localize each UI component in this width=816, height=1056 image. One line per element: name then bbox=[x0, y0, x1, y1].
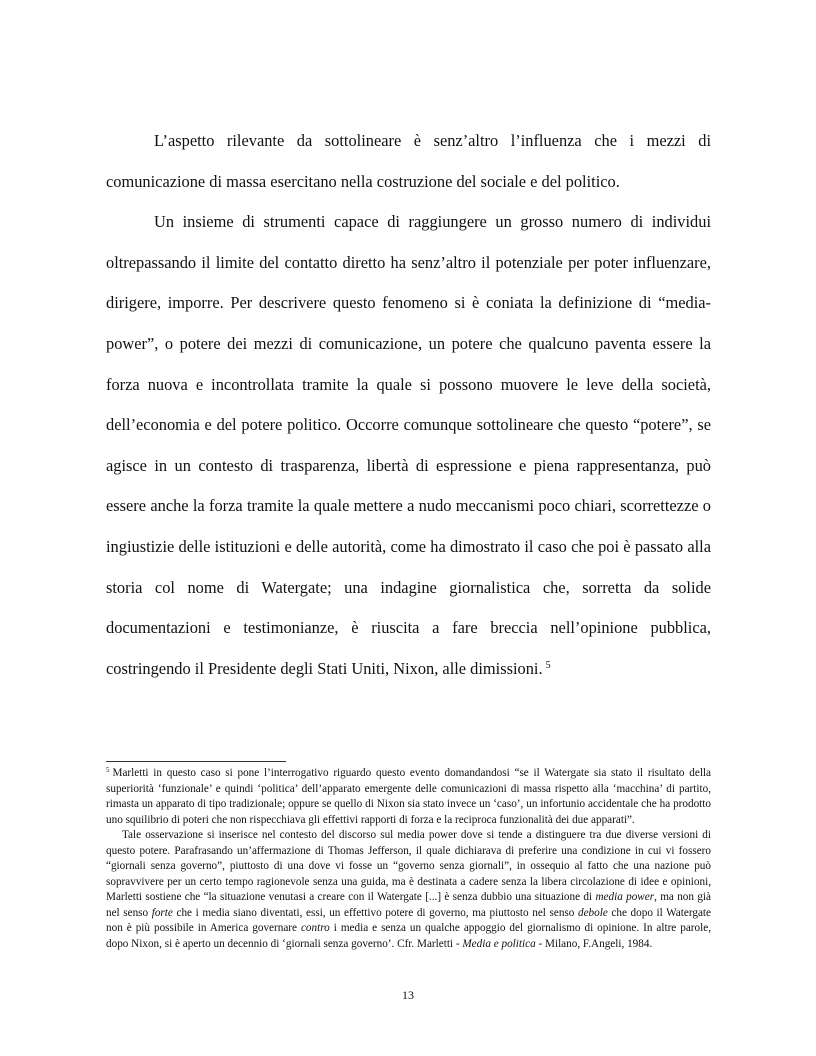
footnote-emphasis: media power bbox=[595, 891, 655, 903]
footnote-text: che i media siano diventati, essi, un effettivo potere di governo, ma piuttosto nel senso bbox=[172, 906, 578, 919]
footnote-text: Marletti in questo caso si pone l’interrogativo riguardo questo evento domandandosi “se il Watergate sia stato il risultato della superiorità ‘funzionale’ e quindi ‘politica’ dell’apparato emergente delle comunicazioni di massa rispetto alla ‘macchina’ di partito, rimasta un apparato di tipo tradizionale; oppure se quello di Nixon sia stato invece un ‘caso’, un infortunio accidentale che ha prodotto uno squilibrio di poteri che non rispecchiava gli effettivi rapporti di forza e la reciproca funzionalità dei due apparati”. bbox=[106, 767, 711, 826]
paragraph-2-text: Un insieme di strumenti capace di raggiungere un grosso numero di individui oltrepassando il limite del contatto diretto ha senz’altro il potenziale per poter influenzare, dirigere, imporre. Per descrivere questo fenomeno si è coniata la definizione di “media-power”, o potere dei mezzi di comunicazione, un potere che qualcuno paventa essere la forza nuova e incontrollata tramite la quale si possono muovere le leve della società, dell’economia e del potere politico. Occorre comunque sottolineare che questo “potere”, se agisce in un contesto di trasparenza, libertà di espressione e piena rappresentanza, può essere anche la forza tramite la quale mettere a nudo meccanismi poco chiari, scorrettezze o ingiustizie delle istituzioni e delle autorità, come ha dimostrato il caso che poi è passato alla storia col nome di Watergate; una indagine giornalistica che, sorretta da solide documentazioni e testimonianze, è riuscita a fare breccia nell’opinione pubblica, costringendo il Presidente degli Stati Uniti, Nixon, alle dimissioni. bbox=[106, 212, 711, 678]
paragraph-1-text: L’aspetto rilevante da sottolineare è senz’altro l’influenza che i mezzi di comunicazione di massa esercitano nella costruzione del sociale e del politico. bbox=[106, 131, 711, 191]
footnote-reference[interactable]: 5 bbox=[545, 659, 551, 671]
footnote-paragraph bbox=[106, 828, 711, 952]
footnote-emphasis: forte bbox=[151, 906, 173, 919]
footnote bbox=[106, 766, 711, 952]
footnote-emphasis: debole bbox=[577, 906, 608, 919]
body-text bbox=[106, 121, 711, 689]
footnote-paragraph bbox=[106, 766, 711, 828]
paragraph bbox=[106, 121, 711, 202]
footnote-separator bbox=[106, 761, 286, 762]
footnote-emphasis: Media e politica bbox=[462, 937, 536, 950]
footnote-number: 5 bbox=[106, 766, 110, 774]
footnote-text: Tale osservazione si inserisce nel contesto del discorso sul media power dove si tende a distinguere tra due diverse versioni di questo potere. Parafrasando un’affermazione di Thomas Jefferson, il quale dichiarava di preferire una condizione in cui vi fossero “giornali senza governo”, piuttosto di una dove vi fosse un “governo senza giornali”, in ossequio al fatto che una nazione può sopravvivere per un certo tempo ragionevole senza una guida, ma è destinata a cadere senza la libera circolazione di idee e opinioni, Marletti sostiene che “la situazione venutasi a creare con il Watergate [...] è senza dubbio una situazione di bbox=[106, 829, 711, 903]
footnote-text: che dopo il Watergate non è più possibile in America governare bbox=[106, 906, 711, 934]
paragraph bbox=[106, 202, 711, 689]
page-number: 13 bbox=[402, 988, 414, 1002]
footnote-text: - Milano, F.Angeli, 1984. bbox=[535, 937, 653, 950]
footnote-emphasis: contro bbox=[300, 922, 330, 934]
footnote-text: i media e senza un qualche appoggio del giornalismo di opinione. In altre parole, dopo Nixon, si è aperto un decennio di ‘giornali senza governo’. Cfr. Marletti - bbox=[106, 922, 711, 950]
footnote-text: , ma non già nel senso bbox=[106, 891, 711, 919]
